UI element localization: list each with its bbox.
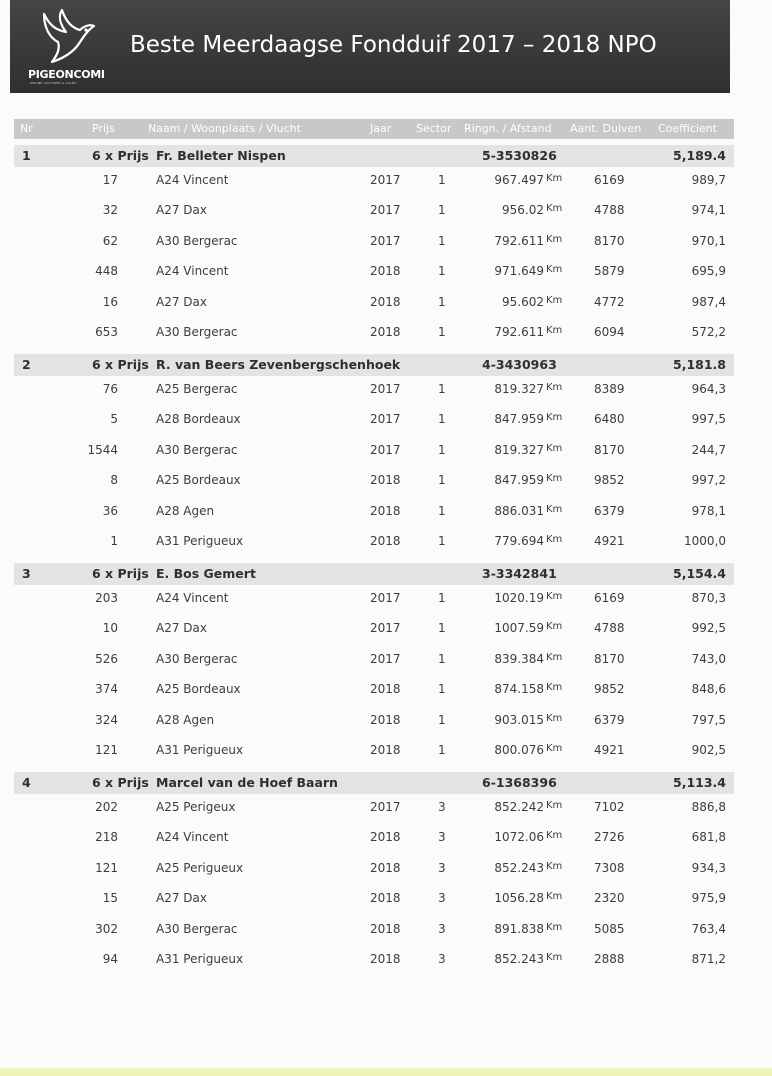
- prize-rank: 5: [110, 412, 118, 427]
- distance-value: 971.649: [494, 264, 544, 279]
- distance-unit: Km: [546, 382, 563, 393]
- pigeon-count: 2320: [594, 891, 625, 906]
- pigeon-count: 6480: [594, 412, 625, 427]
- group-coefficient: 5,154.4: [673, 566, 726, 581]
- prize-rank: 62: [102, 233, 118, 248]
- pigeon-count: 6379: [594, 503, 625, 518]
- group-name: R. van Beers Zevenbergschenhoek: [156, 357, 401, 372]
- table-row: [14, 650, 734, 670]
- distance-value: 819.327: [494, 382, 544, 396]
- table-row: [14, 323, 734, 343]
- pigeon-count: 4788: [594, 203, 625, 218]
- sector: 3: [438, 921, 446, 936]
- distance-unit: Km: [546, 503, 563, 515]
- distance-unit: Km: [546, 621, 563, 633]
- sector: 1: [438, 503, 446, 518]
- distance-unit: Km: [546, 830, 563, 842]
- distance-value: 95.602: [502, 294, 544, 309]
- pigeon-count: 4788: [594, 621, 625, 636]
- prize-rank: 32: [102, 203, 118, 218]
- distance-unit: Km: [546, 203, 563, 215]
- flight-name: A25 Perigueux: [156, 860, 244, 875]
- distance-value: 1007.59: [494, 621, 544, 636]
- table-row: [14, 441, 734, 461]
- flight-name: A24 Vincent: [156, 173, 229, 187]
- pigeon-icon: [36, 8, 96, 64]
- group-name: E. Bos Gemert: [156, 566, 256, 581]
- sector: 1: [438, 203, 446, 218]
- group-nr: 3: [22, 566, 31, 581]
- sector: 1: [438, 233, 446, 248]
- coefficient: 743,0: [691, 651, 726, 666]
- distance-unit: Km: [546, 743, 563, 754]
- sector: 3: [438, 860, 446, 875]
- pigeon-count: 7308: [594, 860, 625, 875]
- distance-value: 874.158: [494, 682, 544, 697]
- distance-value: 1020.19: [494, 591, 544, 605]
- table-row: [14, 711, 734, 731]
- group-nr: 2: [22, 357, 31, 372]
- group-header-row: [14, 563, 734, 585]
- col-sector: Sector: [416, 122, 452, 135]
- pigeon-count: 6169: [594, 591, 625, 605]
- flight-name: A24 Vincent: [156, 830, 229, 845]
- flight-name: A25 Perigeux: [156, 800, 236, 814]
- flight-name: A31 Perigueux: [156, 952, 244, 966]
- prize-rank: 1: [110, 534, 118, 548]
- sector: 3: [438, 800, 446, 814]
- pigeoncomi-logo: [26, 8, 112, 86]
- distance-unit: Km: [546, 921, 563, 933]
- prize-rank: 36: [102, 503, 118, 518]
- col-nr: Nr: [20, 122, 33, 135]
- flight-name: A28 Agen: [156, 712, 215, 727]
- distance-unit: Km: [546, 534, 563, 545]
- table-row: [14, 589, 734, 609]
- sector: 1: [438, 651, 446, 666]
- distance-value: 839.384: [494, 651, 544, 666]
- group-name: Fr. Belleter Nispen: [156, 148, 286, 163]
- logo-subtext: ONLINE AUCTIONS & SALES: [30, 81, 77, 85]
- coefficient: 848,6: [691, 682, 726, 697]
- pigeon-count: 9852: [594, 473, 625, 488]
- prize-rank: 526: [95, 651, 118, 666]
- coefficient: 989,7: [691, 173, 726, 187]
- year: 2018: [370, 891, 401, 906]
- prize-rank: 374: [95, 682, 118, 697]
- flight-name: A25 Bordeaux: [156, 682, 241, 697]
- year: 2018: [370, 503, 401, 518]
- pigeon-count: 6379: [594, 712, 625, 727]
- flight-name: A24 Vincent: [156, 264, 229, 279]
- table-row: [14, 680, 734, 700]
- prize-rank: 15: [102, 891, 118, 906]
- coefficient: 695,9: [691, 264, 726, 279]
- flight-name: A30 Bergerac: [156, 233, 238, 248]
- group-nr: 1: [22, 148, 31, 163]
- coefficient: 997,5: [691, 412, 726, 427]
- year: 2017: [370, 591, 401, 605]
- prize-rank: 121: [95, 743, 118, 757]
- group-prijs: 6 x Prijs: [92, 148, 149, 163]
- distance-value: 967.497: [494, 173, 544, 187]
- group-header-row: [14, 145, 734, 167]
- pigeon-count: 8170: [594, 651, 625, 666]
- prize-rank: 218: [95, 830, 118, 845]
- pigeon-count: 2726: [594, 830, 625, 845]
- table-row: [14, 293, 734, 313]
- table-row: [14, 171, 734, 191]
- distance-unit: Km: [546, 682, 563, 694]
- sector: 1: [438, 534, 446, 548]
- coefficient: 870,3: [691, 591, 726, 605]
- coefficient: 1000,0: [684, 534, 726, 548]
- distance-value: 852.243: [494, 952, 544, 966]
- year: 2018: [370, 830, 401, 845]
- prize-rank: 448: [95, 264, 118, 279]
- flight-name: A30 Bergerac: [156, 921, 238, 936]
- group-ring: 3-3342841: [482, 566, 557, 581]
- pigeon-count: 8170: [594, 233, 625, 248]
- sector: 1: [438, 743, 446, 757]
- coefficient: 974,1: [691, 203, 726, 218]
- coefficient: 681,8: [691, 830, 726, 845]
- year: 2017: [370, 442, 401, 457]
- flight-name: A27 Dax: [156, 294, 207, 309]
- flight-name: A30 Bergerac: [156, 442, 238, 457]
- group-ring: 4-3430963: [482, 357, 557, 372]
- table-row: [14, 471, 734, 491]
- sector: 1: [438, 621, 446, 636]
- table-row: [14, 380, 734, 400]
- sector: 1: [438, 412, 446, 427]
- group-ring: 5-3530826: [482, 148, 557, 163]
- flight-name: A27 Dax: [156, 891, 207, 906]
- year: 2017: [370, 382, 401, 396]
- year: 2018: [370, 534, 401, 548]
- bottom-edge: [0, 1068, 772, 1076]
- coefficient: 871,2: [691, 952, 726, 966]
- prize-rank: 302: [95, 921, 118, 936]
- col-naam: Naam / Woonplaats / Vlucht: [148, 122, 301, 135]
- sector: 1: [438, 382, 446, 396]
- flight-name: A27 Dax: [156, 621, 207, 636]
- coefficient: 572,2: [691, 325, 726, 339]
- year: 2018: [370, 743, 401, 757]
- year: 2018: [370, 325, 401, 339]
- year: 2018: [370, 264, 401, 279]
- sector: 1: [438, 591, 446, 605]
- group-prijs: 6 x Prijs: [92, 566, 149, 581]
- distance-value: 792.611: [494, 325, 544, 339]
- table-row: [14, 859, 734, 879]
- year: 2018: [370, 294, 401, 309]
- column-header-row: [14, 119, 734, 139]
- pigeon-count: 2888: [594, 952, 625, 966]
- coefficient: 244,7: [691, 442, 726, 457]
- pigeon-count: 4921: [594, 534, 625, 548]
- flight-name: A25 Bergerac: [156, 382, 238, 396]
- distance-value: 1056.28: [494, 891, 544, 906]
- pigeon-count: 6169: [594, 173, 625, 187]
- prize-rank: 324: [95, 712, 118, 727]
- table-row: [14, 950, 734, 970]
- table-row: [14, 232, 734, 252]
- logo-text: PIGEONCOMI: [28, 68, 105, 81]
- coefficient: 902,5: [691, 743, 726, 757]
- sector: 1: [438, 712, 446, 727]
- flight-name: A28 Bordeaux: [156, 412, 241, 427]
- coefficient: 975,9: [691, 891, 726, 906]
- table-row: [14, 741, 734, 761]
- coefficient: 934,3: [691, 860, 726, 875]
- distance-unit: Km: [546, 860, 563, 872]
- year: 2018: [370, 682, 401, 697]
- distance-value: 886.031: [494, 503, 544, 518]
- year: 2018: [370, 473, 401, 488]
- table-row: [14, 410, 734, 430]
- prize-rank: 10: [102, 621, 118, 636]
- page-title: Beste Meerdaagse Fondduif 2017 – 2018 NPO: [130, 32, 657, 58]
- year: 2017: [370, 203, 401, 218]
- flight-name: A30 Bergerac: [156, 325, 238, 339]
- flight-name: A24 Vincent: [156, 591, 229, 605]
- flight-name: A25 Bordeaux: [156, 473, 241, 488]
- col-ring: Ringn. / Afstand: [464, 122, 552, 135]
- sector: 1: [438, 264, 446, 279]
- distance-unit: Km: [546, 591, 563, 602]
- sector: 1: [438, 682, 446, 697]
- distance-value: 956.02: [502, 203, 544, 218]
- col-jaar: Jaar: [370, 122, 392, 135]
- sector: 3: [438, 891, 446, 906]
- table-row: [14, 262, 734, 282]
- distance-value: 1072.06: [494, 830, 544, 845]
- table-row: [14, 532, 734, 552]
- coefficient: 886,8: [691, 800, 726, 814]
- col-coeff: Coefficient: [658, 122, 717, 135]
- table-row: [14, 619, 734, 639]
- pigeon-count: 5879: [594, 264, 625, 279]
- distance-unit: Km: [546, 651, 563, 663]
- year: 2017: [370, 173, 401, 187]
- table-row: [14, 502, 734, 522]
- col-duiven: Aant. Duiven: [570, 122, 642, 135]
- distance-value: 847.959: [494, 473, 544, 488]
- distance-unit: Km: [546, 325, 563, 336]
- pigeon-count: 9852: [594, 682, 625, 697]
- distance-unit: Km: [546, 233, 563, 245]
- prize-rank: 17: [102, 173, 118, 187]
- flight-name: A30 Bergerac: [156, 651, 238, 666]
- pigeon-count: 8170: [594, 442, 625, 457]
- year: 2017: [370, 233, 401, 248]
- distance-unit: Km: [546, 952, 563, 963]
- group-coefficient: 5,113.4: [673, 775, 726, 790]
- prize-rank: 121: [95, 860, 118, 875]
- year: 2018: [370, 921, 401, 936]
- pigeon-count: 6094: [594, 325, 625, 339]
- sector: 1: [438, 325, 446, 339]
- group-coefficient: 5,189.4: [673, 148, 726, 163]
- distance-value: 800.076: [494, 743, 544, 757]
- coefficient: 964,3: [691, 382, 726, 396]
- flight-name: A27 Dax: [156, 203, 207, 218]
- pigeon-count: 7102: [594, 800, 625, 814]
- distance-value: 903.015: [494, 712, 544, 727]
- distance-value: 847.959: [494, 412, 544, 427]
- year: 2018: [370, 860, 401, 875]
- distance-unit: Km: [546, 294, 563, 306]
- year: 2018: [370, 952, 401, 966]
- group-prijs: 6 x Prijs: [92, 775, 149, 790]
- group-coefficient: 5,181.8: [673, 357, 726, 372]
- coefficient: 970,1: [691, 233, 726, 248]
- distance-unit: Km: [546, 173, 563, 184]
- coefficient: 997,2: [691, 473, 726, 488]
- sector: 1: [438, 473, 446, 488]
- distance-value: 792.611: [494, 233, 544, 248]
- distance-unit: Km: [546, 412, 563, 424]
- distance-unit: Km: [546, 712, 563, 724]
- pigeon-count: 4921: [594, 743, 625, 757]
- group-ring: 6-1368396: [482, 775, 557, 790]
- distance-unit: Km: [546, 264, 563, 276]
- col-prijs: Prijs: [92, 122, 115, 135]
- distance-value: 891.838: [494, 921, 544, 936]
- group-header-row: [14, 772, 734, 794]
- coefficient: 797,5: [691, 712, 726, 727]
- distance-value: 852.243: [494, 860, 544, 875]
- prize-rank: 76: [102, 382, 118, 396]
- table-row: [14, 798, 734, 818]
- distance-unit: Km: [546, 800, 563, 811]
- year: 2017: [370, 651, 401, 666]
- table-row: [14, 828, 734, 848]
- title-banner: [10, 0, 730, 93]
- pigeon-count: 4772: [594, 294, 625, 309]
- pigeon-count: 5085: [594, 921, 625, 936]
- prize-rank: 1544: [87, 442, 118, 457]
- prize-rank: 94: [102, 952, 118, 966]
- distance-value: 819.327: [494, 442, 544, 457]
- prize-rank: 202: [95, 800, 118, 814]
- group-prijs: 6 x Prijs: [92, 357, 149, 372]
- coefficient: 987,4: [691, 294, 726, 309]
- prize-rank: 203: [95, 591, 118, 605]
- coefficient: 978,1: [691, 503, 726, 518]
- sector: 3: [438, 830, 446, 845]
- prize-rank: 8: [110, 473, 118, 488]
- flight-name: A31 Perigueux: [156, 743, 244, 757]
- coefficient: 992,5: [691, 621, 726, 636]
- coefficient: 763,4: [691, 921, 726, 936]
- table-row: [14, 201, 734, 221]
- distance-value: 779.694: [494, 534, 544, 548]
- sector: 1: [438, 294, 446, 309]
- distance-unit: Km: [546, 473, 563, 485]
- distance-unit: Km: [546, 891, 563, 903]
- distance-unit: Km: [546, 442, 563, 454]
- distance-value: 852.242: [494, 800, 544, 814]
- prize-rank: 653: [95, 325, 118, 339]
- flight-name: A28 Agen: [156, 503, 215, 518]
- table-row: [14, 920, 734, 940]
- group-header-row: [14, 354, 734, 376]
- year: 2017: [370, 621, 401, 636]
- year: 2018: [370, 712, 401, 727]
- group-name: Marcel van de Hoef Baarn: [156, 775, 338, 790]
- table-row: [14, 889, 734, 909]
- sector: 3: [438, 952, 446, 966]
- sector: 1: [438, 173, 446, 187]
- group-nr: 4: [22, 775, 31, 790]
- flight-name: A31 Perigueux: [156, 534, 244, 548]
- pigeon-count: 8389: [594, 382, 625, 396]
- prize-rank: 16: [102, 294, 118, 309]
- year: 2017: [370, 412, 401, 427]
- sector: 1: [438, 442, 446, 457]
- year: 2017: [370, 800, 401, 814]
